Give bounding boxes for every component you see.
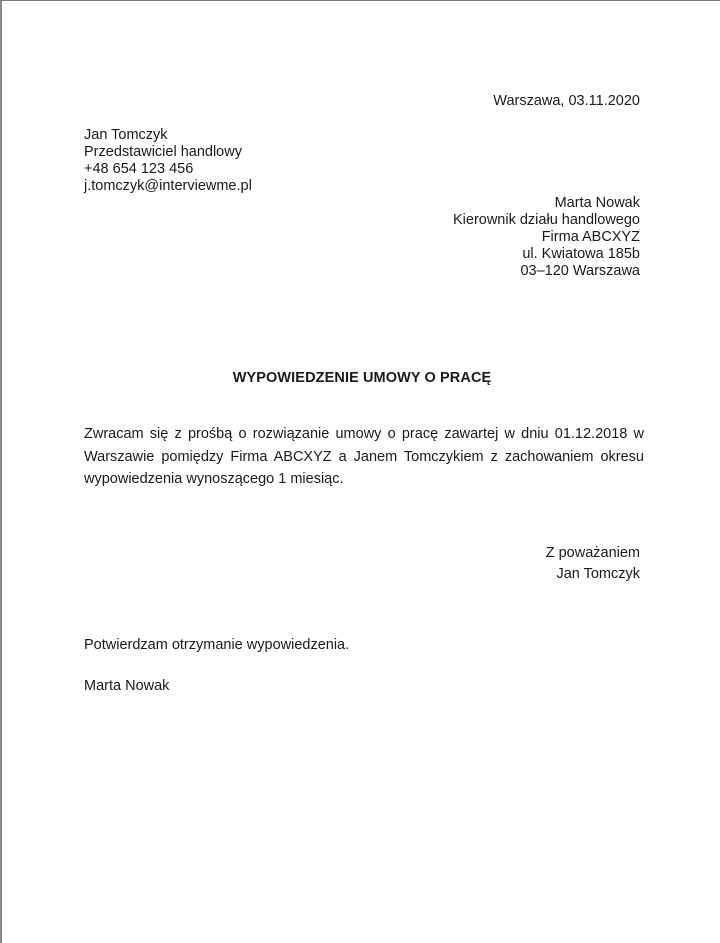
closing-block [546, 543, 640, 585]
sender-email: j.tomczyk@interviewme.pl [84, 178, 252, 194]
recipient-street: ul. Kwiatowa 185b [522, 246, 640, 262]
sender-position: Przedstawiciel handlowy [84, 144, 242, 160]
closing-salutation: Z poważaniem [545, 545, 640, 561]
recipient-company: Firma ABCXYZ [541, 229, 640, 245]
recipient-name: Marta Nowak [554, 195, 640, 211]
sender-phone: +48 654 123 456 [84, 161, 194, 177]
recipient-block [453, 195, 640, 280]
recipient-city: 03–120 Warszawa [520, 263, 640, 279]
document-title: WYPOWIEDZENIE UMOWY O PRACĘ [232, 370, 492, 386]
body-paragraph: Zwracam się z prośbą o rozwiązanie umowy o pracę zawartej w dniu 01.12.2018 w Warszawie pomiędzy Firma ABCXYZ a Janem Tomczykiem z zachowaniem okresu wypowiedzenia wynoszącego 1 miesiąc. [84, 426, 644, 487]
place-date: Warszawa, 03.11.2020 [493, 93, 640, 109]
confirmation-text: Potwierdzam otrzymanie wypowiedzenia. [84, 637, 350, 653]
closing-signature: Jan Tomczyk [556, 566, 640, 582]
sender-name: Jan Tomczyk [84, 127, 168, 143]
sender-block [84, 127, 252, 195]
confirmation-name: Marta Nowak [84, 678, 170, 694]
recipient-position: Kierownik działu handlowego [452, 212, 640, 228]
